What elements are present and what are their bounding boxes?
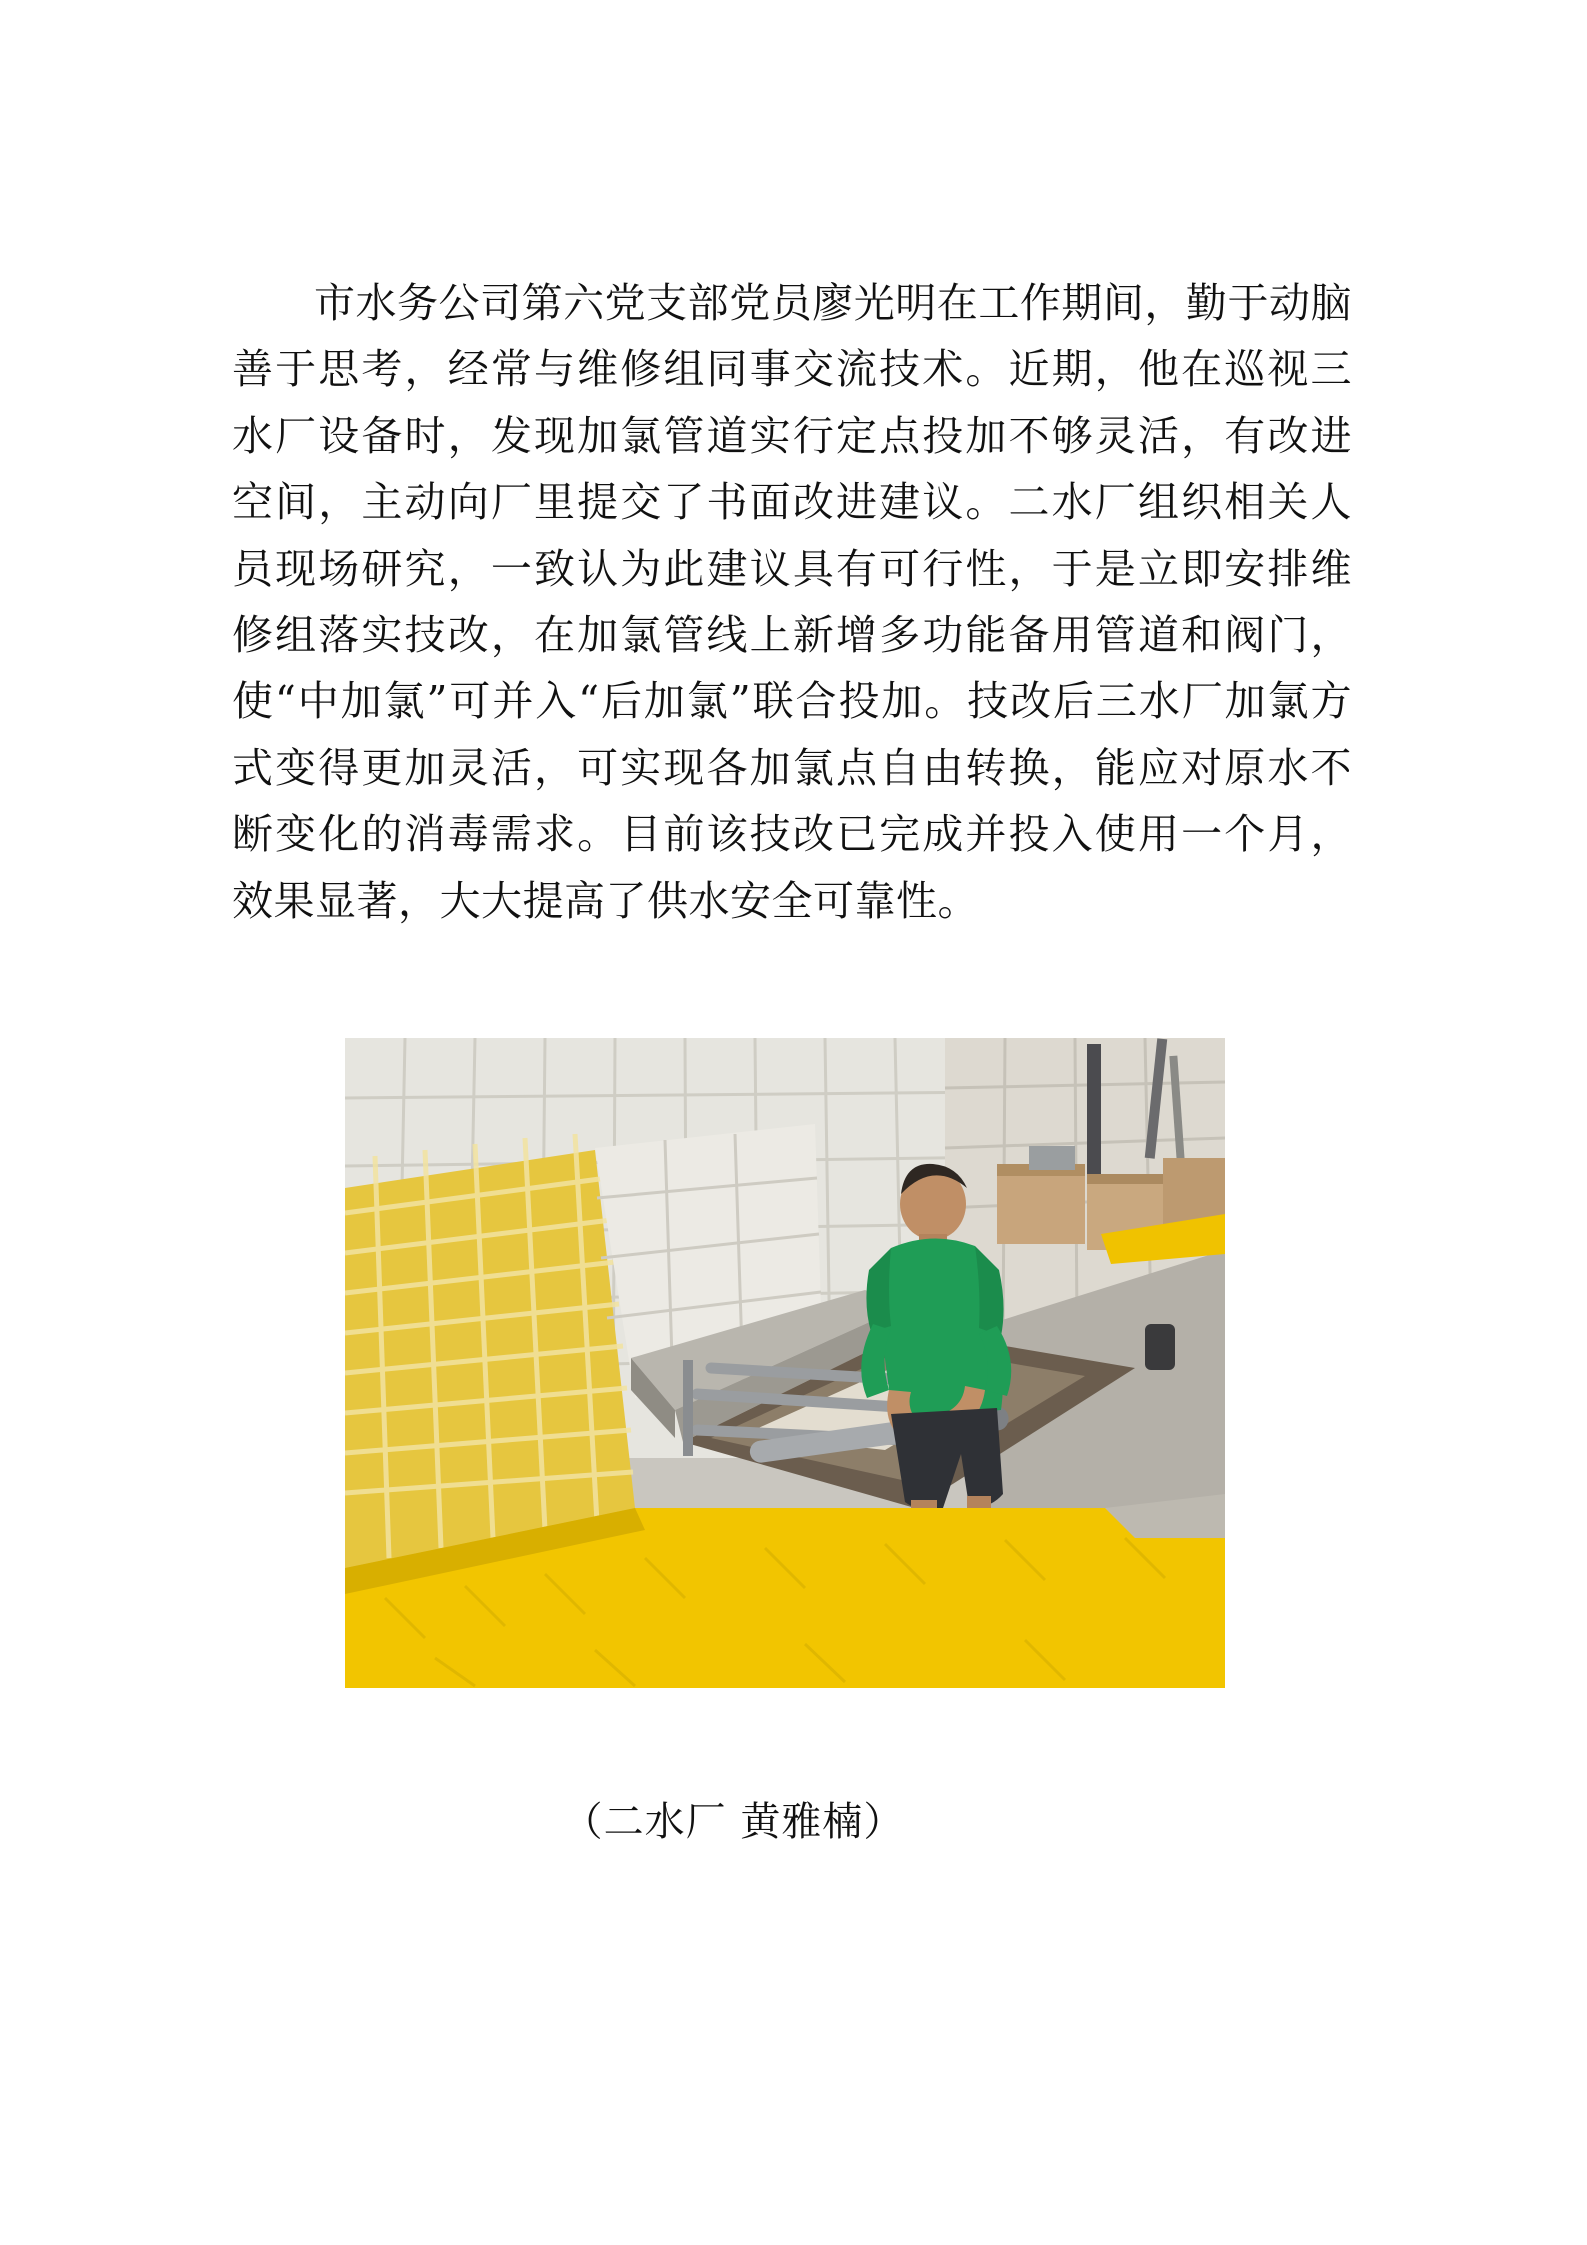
photo-illustration bbox=[345, 1038, 1225, 1688]
article-photo bbox=[345, 1038, 1225, 1688]
photo-caption: （二水厂 黄雅楠） bbox=[562, 1799, 905, 1845]
article-paragraph: 市水务公司第六党支部党员廖光明在工作期间，勤于动脑善于思考，经常与维修组同事交流技术。近期，他在巡视三水厂设备时，发现加氯管道实行定点投加不够灵活，有改进空间，主动向厂里提交了书面改进建议。二水厂组织相关人员现场研究，一致认为此建议具有可行性，于是立即安排维修组落实技改，在加氯管线上新增多功能备用管道和阀门，使“中加氯”可并入“后加氯”联合投加。技改后三水厂加氯方式变得更加灵活，可实现各加氯点自由转换，能应对原水不断变化的消毒需求。目前该技改已完成并投入使用一个月，效果显著，大大提高了供水安全可靠性。 bbox=[232, 279, 1352, 925]
